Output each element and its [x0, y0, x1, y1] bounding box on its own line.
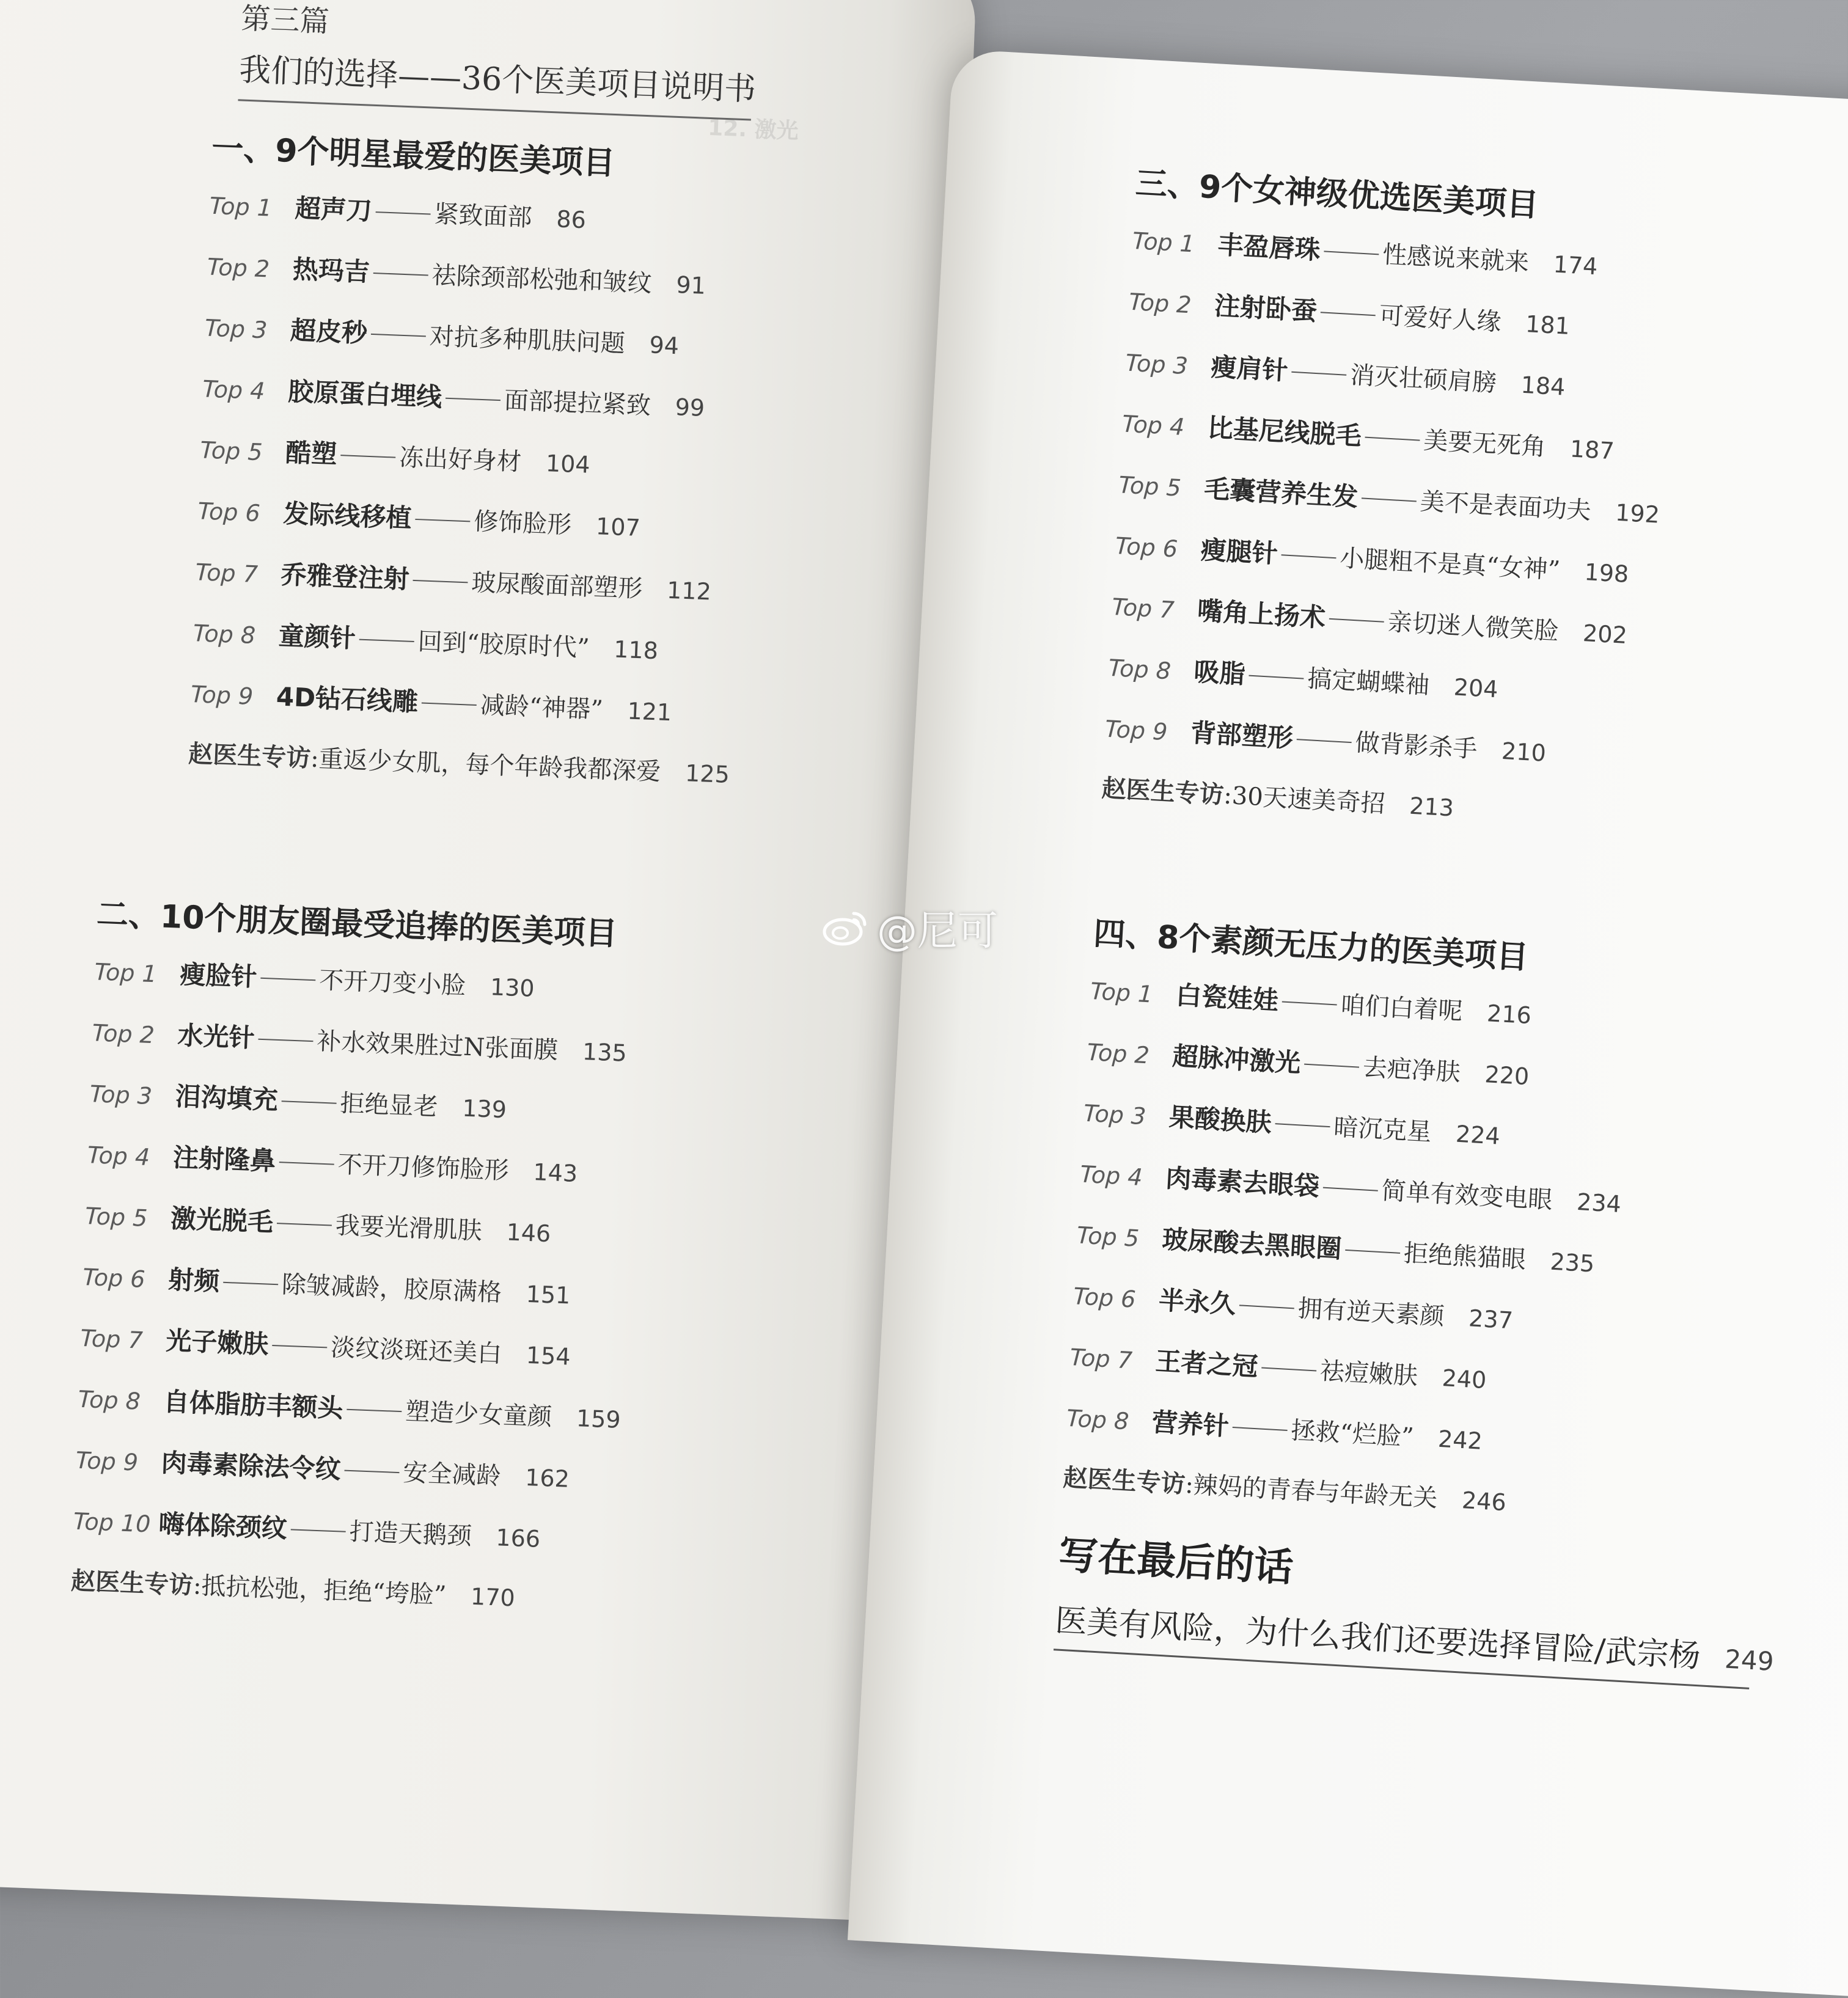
entry-dash [446, 398, 501, 401]
entry-name: 自体脂肪丰额头 [163, 1386, 344, 1424]
entry-name: 白瓷娃娃 [1175, 979, 1280, 1016]
entry-rank: Top 6 [82, 1263, 146, 1293]
entry-desc: 安全减龄 [402, 1458, 502, 1491]
interview-label: 赵医生专访 [1101, 774, 1225, 810]
weibo-icon [822, 909, 868, 946]
entry-desc: 打造天鹅颈 [348, 1518, 472, 1551]
entry-name: 热玛吉 [292, 254, 370, 287]
entry-rank: Top 8 [193, 620, 256, 650]
interview-page: 125 [684, 759, 730, 788]
entry-page: 135 [582, 1038, 628, 1067]
interview-page: 246 [1461, 1487, 1507, 1517]
entry-dash [260, 978, 315, 981]
final-words [1054, 1524, 1775, 1689]
entry-desc: 不开刀变小脸 [318, 966, 467, 1000]
entry-dash [1282, 554, 1336, 558]
entry-desc: 补水效果胜过N张面膜 [316, 1027, 559, 1065]
entry-rank: Top 6 [1072, 1283, 1137, 1313]
entry-page: 146 [505, 1218, 552, 1248]
entry-page: 224 [1454, 1120, 1501, 1150]
entry-page: 202 [1582, 620, 1628, 650]
entry-desc: 除皱减龄，胶原满格 [281, 1270, 502, 1308]
entry-name: 背部塑形 [1189, 717, 1294, 753]
entry-rank: Top 7 [1111, 593, 1175, 624]
entry-rank: Top 10 [73, 1507, 152, 1538]
interview-label: 赵医生专访 [1062, 1463, 1186, 1499]
section-1 [187, 122, 754, 816]
final-entry-text: 医美有风险，为什么我们还要选择冒险/武宗杨 [1054, 1602, 1702, 1675]
entry-desc: 暗沉克星 [1333, 1113, 1432, 1147]
entry-desc: 性感说来就来 [1382, 240, 1530, 277]
entry-dash [1362, 497, 1417, 502]
section-title: 三、9个女神级优选医美项目 [1134, 165, 1540, 224]
entry-page: 210 [1501, 737, 1547, 767]
entry-name: 注射卧蚕 [1213, 290, 1318, 326]
entry-page: 104 [545, 450, 591, 478]
entry-dash [1323, 1187, 1378, 1191]
entry-name: 乔雅登注射 [280, 559, 410, 595]
entry-rank: Top 5 [84, 1202, 148, 1232]
entry-rank: Top 1 [1131, 227, 1196, 258]
entry-name: 半永久 [1157, 1284, 1237, 1319]
entry-rank: Top 6 [1114, 532, 1179, 563]
interview-label: 赵医生专访 [188, 739, 312, 773]
entry-dash [1282, 1001, 1337, 1005]
entry-rank: Top 3 [204, 314, 268, 344]
entry-rank: Top 7 [79, 1324, 144, 1354]
entry-name: 玻尿酸去黑眼圈 [1161, 1224, 1343, 1264]
entry-page: 187 [1569, 435, 1615, 465]
entry-desc: 修饰脸形 [473, 507, 573, 540]
entry-dash [413, 580, 468, 583]
entry-dash [1297, 739, 1352, 743]
entry-name: 水光针 [177, 1020, 255, 1053]
entry-name: 超脉冲激光 [1172, 1041, 1302, 1078]
entry-name: 肉毒素除法令纹 [160, 1447, 342, 1485]
entry-desc: 我要光滑肌肤 [335, 1211, 483, 1245]
entry-desc: 对抗多种肌肤问题 [429, 322, 626, 358]
entry-page: 166 [495, 1524, 541, 1553]
entry-dash [277, 1223, 332, 1226]
entry-page: 162 [524, 1464, 570, 1493]
entry-page: 107 [595, 513, 641, 542]
entry-page: 216 [1486, 1000, 1532, 1030]
entry-desc: 简单有效变电眼 [1380, 1177, 1553, 1215]
entry-desc: 面部提拉紧致 [504, 386, 651, 420]
entry-rank: Top 2 [1128, 288, 1192, 319]
entry-dash [1321, 312, 1376, 316]
entry-dash [1233, 1427, 1288, 1431]
entry-desc: 淡纹淡斑还美白 [330, 1333, 502, 1369]
entry-dash [1239, 1305, 1294, 1309]
entry-name: 胶原蛋白埋线 [287, 376, 443, 412]
entry-desc: 消灭壮硕肩膀 [1349, 361, 1498, 398]
entry-page: 184 [1520, 371, 1566, 401]
entry-name: 毛囊营养生发 [1203, 474, 1359, 513]
entry-name: 嘴角上扬术 [1196, 595, 1327, 633]
watermark [822, 898, 998, 956]
entry-dash [282, 1100, 337, 1103]
entry-page: 159 [576, 1405, 622, 1433]
entry-page: 204 [1453, 673, 1499, 703]
final-title: 写在最后的话 [1057, 1532, 1295, 1591]
entry-desc: 小腿粗不是真“女神” [1339, 544, 1561, 585]
entry-desc: 拒绝显老 [339, 1089, 439, 1122]
entry-rank: Top 4 [202, 375, 266, 405]
entry-dash [359, 639, 414, 642]
section-3 [1099, 157, 1678, 860]
entry-page: 234 [1576, 1188, 1622, 1218]
entry-rank: Top 1 [208, 192, 273, 222]
entry-name: 射频 [167, 1264, 221, 1297]
entry-rank: Top 2 [1086, 1038, 1150, 1069]
entry-rank: Top 9 [1104, 715, 1168, 746]
entry-page: 220 [1484, 1061, 1530, 1091]
entry-page: 237 [1468, 1305, 1514, 1334]
entry-name: 果酸换肤 [1168, 1102, 1273, 1138]
entry-desc: 美要无死角 [1423, 426, 1547, 462]
entry-name: 瘦腿针 [1200, 534, 1279, 569]
entry-rank: Top 2 [91, 1019, 155, 1049]
entry-dash [345, 1470, 400, 1473]
interview-page: 170 [470, 1583, 516, 1612]
interview-label: 赵医生专访 [70, 1567, 194, 1600]
entry-name: 激光脱毛 [170, 1203, 274, 1237]
entry-rank: Top 5 [199, 436, 263, 466]
entry-dash [258, 1039, 314, 1042]
entry-page: 174 [1552, 251, 1599, 280]
entry-rank: Top 3 [1124, 349, 1189, 380]
entry-name: 超皮秒 [290, 315, 368, 348]
entry-desc: 美不是表面功夫 [1419, 487, 1592, 525]
entry-rank: Top 4 [1121, 410, 1186, 441]
entry-dash [272, 1345, 327, 1348]
entry-name: 王者之冠 [1154, 1345, 1259, 1382]
entry-dash [373, 273, 428, 276]
part-label: 第三篇 [240, 1, 330, 39]
interview-text: :30天速美奇招 [1223, 781, 1386, 819]
entry-dash [1329, 618, 1384, 623]
entry-rank: Top 3 [1082, 1099, 1147, 1130]
section-title: 四、8个素颜无压力的医美项目 [1092, 915, 1530, 976]
entry-page: 151 [526, 1280, 571, 1309]
entry-name: 肉毒素去眼袋 [1165, 1163, 1321, 1202]
entry-rank: Top 8 [1107, 654, 1172, 685]
section-4 [1061, 907, 1636, 1550]
entry-desc: 搞定蝴蝶袖 [1307, 664, 1431, 700]
entry-page: 198 [1583, 558, 1630, 588]
entry-desc: 祛痘嫩肤 [1319, 1356, 1419, 1391]
entry-page: 112 [666, 576, 712, 606]
entry-rank: Top 5 [1076, 1221, 1140, 1252]
entry-page: 242 [1437, 1425, 1483, 1455]
entry-rank: Top 4 [87, 1141, 150, 1171]
entry-rank: Top 1 [1090, 977, 1154, 1008]
entry-page: 91 [675, 271, 706, 299]
entry-name: 超声刀 [294, 193, 373, 226]
entry-page: 94 [648, 331, 680, 360]
entry-dash [1345, 1250, 1400, 1254]
entry-desc: 拥有逆天素颜 [1297, 1294, 1445, 1331]
entry-page: 154 [526, 1341, 571, 1370]
entry-name: 酷塑 [285, 437, 338, 469]
entry-desc: 可爱好人缘 [1378, 301, 1502, 337]
section-2 [70, 888, 640, 1643]
entry-rank: Top 6 [197, 497, 261, 527]
entry-desc: 玻尿酸面部塑形 [471, 568, 644, 604]
entry-name: 4D钻石线雕 [276, 681, 419, 717]
entry-rank: Top 4 [1079, 1160, 1143, 1191]
entry-page: 235 [1549, 1248, 1596, 1278]
section-title: 二、10个朋友圈最受追捧的医美项目 [96, 896, 618, 953]
entry-dash [223, 1282, 278, 1285]
entry-desc: 去疤净肤 [1362, 1053, 1462, 1087]
part-title: 我们的选择——36个医美项目说明书 [238, 43, 753, 120]
entry-desc: 亲切迷人微笑脸 [1387, 608, 1560, 646]
entry-name: 光子嫩肤 [165, 1325, 270, 1359]
entry-desc: 拒绝熊猫眼 [1402, 1239, 1527, 1275]
entry-dash [1304, 1064, 1359, 1068]
entry-rank: Top 7 [1069, 1344, 1134, 1374]
entry-desc: 拯救“烂脸” [1290, 1416, 1415, 1452]
entry-page: 118 [613, 635, 659, 665]
entry-desc: 紧致面部 [433, 200, 533, 232]
entry-dash [371, 334, 426, 337]
entry-rank: Top 9 [190, 681, 254, 710]
watermark-text: @尼可 [877, 907, 998, 954]
entry-dash [415, 519, 470, 522]
entry-dash [422, 703, 477, 706]
entry-dash [279, 1162, 334, 1165]
entry-page: 181 [1525, 310, 1571, 340]
entry-page: 121 [626, 697, 672, 726]
right-page [848, 49, 1848, 1998]
entry-dash [1275, 1123, 1330, 1127]
entry-rank: Top 1 [94, 958, 158, 988]
entry-name: 童颜针 [277, 620, 356, 654]
bleed-through-text: 12. 激光 [707, 115, 799, 144]
entry-name: 发际线移植 [282, 498, 413, 533]
entry-rank: Top 7 [194, 558, 258, 588]
entry-dash [340, 455, 395, 458]
interview-text: :辣妈的青春与年龄无关 [1184, 1470, 1439, 1513]
entry-rank: Top 8 [1065, 1404, 1130, 1435]
entry-dash [346, 1409, 402, 1412]
entry-dash [1324, 251, 1379, 255]
entry-dash [1261, 1367, 1316, 1372]
entry-page: 86 [556, 205, 587, 234]
entry-dash [291, 1529, 346, 1532]
entry-page: 130 [490, 973, 535, 1002]
entry-desc: 做背影杀手 [1354, 728, 1478, 764]
entry-dash [1291, 371, 1346, 376]
entry-page: 240 [1441, 1364, 1487, 1394]
interview-text: :重返少女肌，每个年龄我都深爱 [310, 744, 662, 786]
section-title: 一、9个明星最爱的医美项目 [211, 130, 616, 183]
entry-name: 嗨体除颈纹 [158, 1509, 288, 1544]
entry-name: 瘦脸针 [179, 959, 258, 992]
entry-name: 注射隆鼻 [172, 1142, 276, 1176]
entry-rank: Top 5 [1118, 471, 1182, 502]
entry-dash [1365, 437, 1420, 441]
entry-name: 瘦肩针 [1210, 351, 1289, 386]
final-entry-page: 249 [1724, 1644, 1775, 1677]
entry-desc: 祛除颈部松弛和皱纹 [431, 261, 653, 298]
entry-dash [1248, 675, 1304, 679]
entry-name: 比基尼线脱毛 [1206, 412, 1363, 452]
entry-page: 143 [532, 1158, 578, 1187]
interview-text: :抵抗松弛，拒绝“垮脸” [193, 1572, 447, 1610]
interview-page: 213 [1409, 792, 1455, 822]
entry-name: 吸脂 [1193, 656, 1246, 690]
entry-desc: 减龄“神器” [479, 691, 604, 724]
entry-page: 99 [674, 393, 705, 422]
entry-dash [376, 211, 431, 214]
entry-desc: 咱们白着呢 [1340, 990, 1464, 1026]
entry-desc: 不开刀修饰脸形 [337, 1150, 510, 1185]
entry-desc: 冻出好身材 [398, 443, 522, 477]
entry-desc: 回到“胶原时代” [417, 628, 590, 663]
entry-rank: Top 8 [77, 1385, 141, 1415]
entry-page: 139 [461, 1094, 507, 1124]
entry-name: 营养针 [1151, 1407, 1230, 1441]
entry-name: 丰盈唇珠 [1217, 229, 1321, 265]
entry-rank: Top 2 [207, 253, 270, 283]
entry-desc: 塑造少女童颜 [405, 1397, 553, 1432]
entry-page: 192 [1615, 499, 1661, 529]
entry-rank: Top 3 [89, 1080, 153, 1110]
entry-rank: Top 9 [75, 1446, 139, 1476]
entry-name: 泪沟填充 [174, 1081, 279, 1115]
